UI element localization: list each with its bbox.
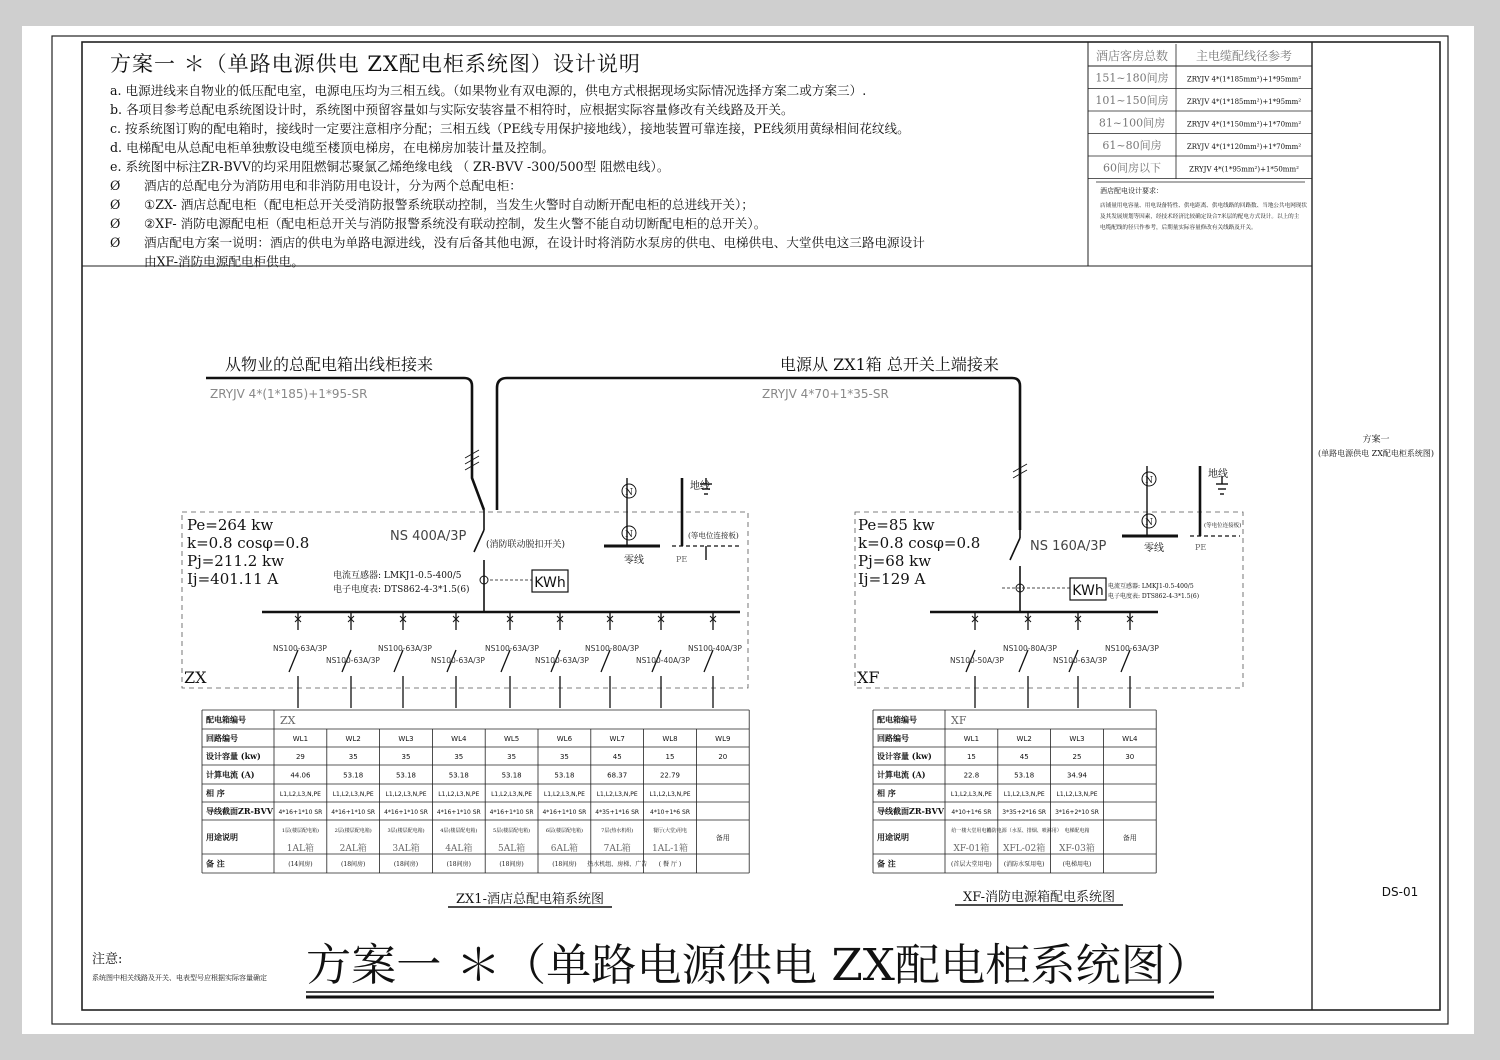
table-cell-phase: L1,L2,L3,N,PE xyxy=(279,791,321,798)
table-cell-note: (18间房) xyxy=(341,861,366,868)
xf-main-breaker: NS 160A/3P xyxy=(1030,539,1107,554)
table-row-label: 导线截面ZR-BVV xyxy=(877,806,944,816)
cable-reference-table xyxy=(1088,44,1312,231)
table-cell-phase: L1,L2,L3,N,PE xyxy=(1056,791,1098,798)
table-cell-use: 备用 xyxy=(1122,834,1137,842)
table-cell-wire: 4*16+1*10 SR xyxy=(542,809,587,816)
branch-switch xyxy=(289,650,298,672)
ref-row-cable: ZRYJV 4*(1*185mm²)+1*95mm² xyxy=(1186,98,1302,106)
ref-row-rooms: 81~100间房 xyxy=(1098,116,1166,130)
branch-switch xyxy=(1019,650,1028,672)
branch-breaker-label: NS100-80A/3P xyxy=(585,644,639,653)
description-line-text: 酒店配电方案一说明：酒店的供电为单路电源进线，没有后备其他电源，在设计时将消防水泵房的供电、电梯供电、大堂供电这三路电源设计 xyxy=(144,235,925,250)
table-cell-loops: WL2 xyxy=(1016,735,1032,743)
ref-row-rooms: 61~80间房 xyxy=(1102,139,1162,152)
ref-header-cable: 主电缆配线径参考 xyxy=(1195,49,1293,63)
table-cell-wire: 4*10+1*6 SR xyxy=(951,809,992,816)
description-line-text: 酒店的总配电分为消防用电和非消防用电设计，分为两个总配电柜： xyxy=(144,178,522,193)
zx-circuit-table xyxy=(202,710,749,873)
description-title: 方案一 ＊（单路电源供电 ZX配电柜系统图）设计说明 xyxy=(110,52,641,76)
ref-row-rooms: 101~150间房 xyxy=(1095,94,1169,107)
table-cell-wire: 4*16+1*10 SR xyxy=(436,809,481,816)
table-cell-box: 6AL箱 xyxy=(550,844,579,854)
branch-switch xyxy=(1121,650,1130,672)
table-cell-loops: WL3 xyxy=(398,735,414,743)
table-row-label: 回路编号 xyxy=(877,733,909,743)
table-cell-current: 53.18 xyxy=(343,771,364,780)
branch-breaker-label: NS100-40A/3P xyxy=(688,644,742,653)
table-cell-wire: 4*16+1*10 SR xyxy=(331,809,376,816)
ref-row-cable: ZRYJV 4*(1*120mm²)+1*70mm² xyxy=(1186,143,1302,151)
table-cell-phase: L1,L2,L3,N,PE xyxy=(491,791,533,798)
main-title: 方案一 ＊（单路电源供电 ZX配电柜系统图） xyxy=(306,940,1211,991)
xf-bond-label: (等电位连接板) xyxy=(1204,523,1242,529)
xf-meter-label: 电子电度表: DTS862-4-3*1.5(6) xyxy=(1108,593,1200,600)
zx-pe-label: PE xyxy=(676,555,688,564)
table-panel-id: ZX xyxy=(280,714,296,727)
drawing-number: DS-01 xyxy=(1381,885,1419,899)
branch-breaker-label: NS100-63A/3P xyxy=(326,656,380,665)
table-cell-box: XF-03箱 xyxy=(1059,844,1095,854)
xf-panel-id: XF xyxy=(857,668,880,687)
xf-ct-label: 电流互感器: LMKJ1-0.5-400/5 xyxy=(1108,583,1194,590)
xf-ij: Ij=129 A xyxy=(858,570,926,588)
table-cell-phase: L1,L2,L3,N,PE xyxy=(385,791,427,798)
table-cell-note: (18间房) xyxy=(499,861,524,868)
right-feeder-label: 电源从 ZX1箱 总开关上端接来 xyxy=(780,355,999,374)
branch-switch xyxy=(394,650,403,672)
table-cell-current: 53.18 xyxy=(501,771,522,780)
table-panel-id: XF xyxy=(951,714,967,727)
zx-ct-label: 电流互感器: LMKJ1-0.5-400/5 xyxy=(333,571,462,581)
table-cell-note: (消防水泵用电) xyxy=(1003,861,1045,868)
table-cell-note: (18间房) xyxy=(393,861,419,868)
xf-n-label-1: N xyxy=(1145,476,1153,486)
table-cell-capacity: 35 xyxy=(401,753,411,761)
table-cell-use: 4层(楼层配电箱) xyxy=(440,828,478,834)
table-row-label: 配电箱编号 xyxy=(206,714,246,725)
branch-switch xyxy=(501,650,510,672)
table-row-label: 计算电流 (A) xyxy=(877,769,926,780)
description-line-text: e. 系统图中标注ZR-BVV的均采用阻燃铜芯聚氯乙烯绝缘电线 （ ZR-BVV -300/500型 阻燃电线）。 xyxy=(110,159,670,174)
table-cell-wire: 4*10+1*6 SR xyxy=(650,809,690,816)
table-cell-phase: L1,L2,L3,N,PE xyxy=(438,791,480,798)
xf-n-label-2: N xyxy=(1145,518,1153,528)
table-cell-loops: WL2 xyxy=(345,735,361,743)
xf-panel xyxy=(855,466,1243,708)
description-line-text: b. 各项目参考总配电系统图设计时，系统图中预留容量如与实际安装容量不相符时，应根据实际容量修改有关线路及开关。 xyxy=(110,102,794,117)
table-cell-current: 53.18 xyxy=(1014,771,1035,780)
zx-caption: ZX1-酒店总配电箱系统图 xyxy=(456,892,604,907)
table-cell-use: 7层(热水机组) xyxy=(601,828,634,834)
table-cell-phase: L1,L2,L3,N,PE xyxy=(649,791,691,798)
ref-note-title: 酒店配电设计要求： xyxy=(1100,187,1163,195)
table-row-label: 用途说明 xyxy=(206,832,238,842)
table-cell-capacity: 29 xyxy=(295,753,305,761)
ref-row-rooms: 151~180间房 xyxy=(1095,71,1169,85)
zx-panel-id: ZX xyxy=(184,668,207,687)
table-cell-current: 53.18 xyxy=(395,771,417,780)
description-line-text: c. 按系统图订购的配电箱时，接线时一定要注意相序分配；三相五线（PE线专用保护接地线），接地装置可靠连接，PE线须用黄绿相间花纹线。 xyxy=(110,121,910,136)
table-cell-use: 1层(楼层配电箱) xyxy=(281,828,319,834)
table-row-label: 计算电流 (A) xyxy=(206,769,255,780)
zx-bond-label: (等电位连接板) xyxy=(688,531,739,540)
table-cell-current: 44.06 xyxy=(290,771,311,780)
table-cell-note: (首层大堂用电) xyxy=(951,861,992,868)
table-cell-phase: L1,L2,L3,N,PE xyxy=(950,791,992,798)
description-line-text: a. 电源进线来自物业的低压配电室，电源电压均为三相五线。（如果物业有双电源的，供电方式根据现场实际情况选择方案二或方案三）. xyxy=(110,83,867,98)
table-cell-use: 电梯配电箱 xyxy=(1064,828,1090,834)
zx-main-switch xyxy=(474,530,484,552)
table-row-label: 设计容量 (kw) xyxy=(877,751,932,761)
table-cell-box: 2AL箱 xyxy=(339,844,367,854)
table-cell-loops: WL8 xyxy=(662,735,678,743)
bullet-marker: Ø xyxy=(110,197,121,212)
table-cell-box: 4AL箱 xyxy=(445,844,473,854)
table-cell-capacity: 45 xyxy=(612,753,622,761)
table-row-label: 备 注 xyxy=(877,858,896,869)
xf-main-switch xyxy=(1010,538,1020,560)
zx-ij: Ij=401.11 A xyxy=(187,570,279,588)
bullet-marker: Ø xyxy=(110,178,121,193)
zx-kwh: KWh xyxy=(534,575,566,591)
zx-panel xyxy=(182,478,748,708)
zx-pe: Pe=264 kw xyxy=(187,516,274,534)
table-row-label: 相 序 xyxy=(877,788,896,798)
table-cell-capacity: 20 xyxy=(718,753,728,761)
right-feeder-cable: ZRYJV 4*70+1*35-SR xyxy=(762,387,889,401)
xf-branch-circuits xyxy=(950,612,1159,708)
branch-breaker-label: NS100-63A/3P xyxy=(1053,656,1107,665)
table-cell-use: 6层(楼层配电箱) xyxy=(545,828,583,834)
table-cell-box: 5AL箱 xyxy=(497,844,526,854)
table-cell-loops: WL6 xyxy=(556,735,573,743)
table-cell-phase: L1,L2,L3,N,PE xyxy=(332,791,374,798)
cable-slashes xyxy=(465,450,1027,478)
table-cell-capacity: 35 xyxy=(454,753,464,761)
table-cell-loops: WL5 xyxy=(503,735,520,743)
table-cell-note: 热水机组、房梯、广告 xyxy=(587,861,648,868)
left-feeder-label: 从物业的总配电箱出线柜接来 xyxy=(225,355,434,374)
branch-switch xyxy=(601,650,610,672)
zx-n-label-2: N xyxy=(625,530,633,540)
zx-linkage-label: (消防联动脱扣开关) xyxy=(486,540,566,550)
table-cell-capacity: 35 xyxy=(348,753,358,761)
ref-row-cable: ZRYJV 4*(1*95mm²)+1*50mm² xyxy=(1189,165,1299,174)
table-cell-wire: 3*16+2*10 SR xyxy=(1055,809,1099,816)
zx-k: k=0.8 cosφ=0.8 xyxy=(187,534,310,552)
note-text: 系统图中相关线路及开关、电表型号应根据实际容量确定 xyxy=(92,974,267,982)
description-line-text: ②XF- 消防电源配电柜（配电柜总开关与消防报警系统没有联动控制，发生火警不能自动切断配电柜的总开关）。 xyxy=(144,216,767,231)
table-cell-capacity: 30 xyxy=(1125,753,1135,761)
side-title-1: 方案一 xyxy=(1362,435,1390,445)
table-cell-capacity: 15 xyxy=(665,753,675,761)
bullet-marker: Ø xyxy=(110,235,121,250)
table-cell-note: (18间房) xyxy=(446,861,471,868)
xf-ground-label: 地线 xyxy=(1208,469,1228,480)
ref-header-rooms: 酒店客房总数 xyxy=(1095,49,1169,63)
table-cell-loops: WL7 xyxy=(609,735,625,743)
ref-note-line: 及其发展规划等因素，经技术经济比较确定设合7米层的配电方式设计。以上的主 xyxy=(1100,214,1300,220)
zx-meter-label: 电子电度表: DTS862-4-3*1.5(6) xyxy=(333,585,470,595)
table-cell-wire: 4*16+1*10 SR xyxy=(278,809,323,816)
table-row-label: 回路编号 xyxy=(206,733,238,743)
xf-pe-label: PE xyxy=(1195,543,1207,552)
ref-row-rooms: 60间房以下 xyxy=(1103,161,1161,175)
table-cell-use: 消防电源（水泵、排烟、喷淋用） xyxy=(986,828,1062,834)
ref-row-cable: ZRYJV 4*(1*185mm²)+1*95mm² xyxy=(1186,75,1302,84)
branch-breaker-label: NS100-63A/3P xyxy=(535,656,589,665)
table-cell-use: 餐厅(大堂)用电 xyxy=(653,828,687,834)
table-cell-phase: L1,L2,L3,N,PE xyxy=(1003,791,1045,798)
table-cell-current: 34.94 xyxy=(1066,771,1088,780)
table-cell-capacity: 35 xyxy=(507,753,517,761)
table-cell-wire: 4*16+1*10 SR xyxy=(489,809,534,816)
table-cell-use: 给一楼大堂用电箱 xyxy=(951,828,992,834)
table-cell-current: 53.18 xyxy=(448,771,469,780)
table-cell-capacity: 25 xyxy=(1072,753,1082,761)
table-cell-loops: WL1 xyxy=(292,735,309,743)
table-cell-loops: WL3 xyxy=(1069,735,1085,743)
xf-caption: XF-消防电源箱配电系统图 xyxy=(962,890,1116,905)
zx-branch-circuits xyxy=(273,612,742,708)
table-row-label: 导线截面ZR-BVV xyxy=(206,806,273,816)
xf-circuit-table xyxy=(873,710,1156,873)
table-cell-note: (14间房) xyxy=(288,861,313,868)
table-cell-capacity: 45 xyxy=(1019,753,1029,761)
description-line-text: ①ZX- 酒店总配电柜（配电柜总开关受消防报警系统联动控制，当发生火警时自动断开配电柜的总进线开关）； xyxy=(144,197,754,212)
ref-note-line: 电缆配线的径只作参考，后期量实际容量修改有关线路及开关。 xyxy=(1100,225,1257,231)
table-cell-phase: L1,L2,L3,N,PE xyxy=(543,791,585,798)
zx-ground-label: 地线 xyxy=(690,481,710,492)
table-cell-use: 备用 xyxy=(715,834,730,842)
table-row-label: 相 序 xyxy=(206,788,225,798)
description-line-text: 由XF-消防电源配电柜供电。 xyxy=(144,254,304,269)
left-feeder-cable: ZRYJV 4*(1*185)+1*95-SR xyxy=(210,387,368,401)
table-row-label: 备 注 xyxy=(206,858,225,869)
table-cell-box: 3AL箱 xyxy=(392,844,420,854)
table-cell-current: 22.79 xyxy=(659,771,681,780)
table-cell-use: 3层(楼层配电箱) xyxy=(387,828,425,834)
xf-k: k=0.8 cosφ=0.8 xyxy=(858,534,981,552)
table-cell-loops: WL9 xyxy=(715,735,731,743)
table-cell-loops: WL4 xyxy=(451,735,467,743)
table-row-label: 设计容量 (kw) xyxy=(206,751,261,761)
table-cell-note: ( 餐 厅 ) xyxy=(658,861,682,868)
zx-n-label-1: N xyxy=(625,488,633,498)
table-cell-capacity: 35 xyxy=(559,753,569,761)
table-cell-wire: 4*35+1*16 SR xyxy=(595,809,640,816)
ref-note-line: 店铺量用电容量、用电设备特性、供电距离、供电线路的回路数、当地公共电网现状 xyxy=(1100,203,1307,209)
branch-breaker-label: NS100-63A/3P xyxy=(485,644,539,653)
ref-row-cable: ZRYJV 4*(1*150mm²)+1*70mm² xyxy=(1186,120,1302,129)
zx-main-breaker: NS 400A/3P xyxy=(390,529,467,544)
branch-breaker-label: NS100-50A/3P xyxy=(950,656,1004,665)
branch-breaker-label: NS100-63A/3P xyxy=(1105,644,1159,653)
table-cell-use: 2层(楼层配电箱) xyxy=(334,828,372,834)
table-cell-loops: WL1 xyxy=(963,735,980,743)
note-title: 注意: xyxy=(92,952,123,967)
table-cell-box: XF-01箱 xyxy=(953,844,990,854)
branch-breaker-label: NS100-40A/3P xyxy=(636,656,690,665)
table-cell-wire: 4*16+1*10 SR xyxy=(384,809,428,816)
branch-breaker-label: NS100-63A/3P xyxy=(378,644,432,653)
table-cell-current: 22.8 xyxy=(963,771,980,780)
table-cell-note: (电梯用电) xyxy=(1062,861,1092,868)
table-cell-loops: WL4 xyxy=(1122,735,1138,743)
table-cell-wire: 3*35+2*16 SR xyxy=(1002,809,1047,816)
table-cell-current: 68.37 xyxy=(607,771,628,780)
xf-neutral-label: 零线 xyxy=(1144,543,1164,554)
side-title-2: (单路电源供电 ZX配电柜系统图) xyxy=(1317,449,1435,458)
table-cell-note: (18间房) xyxy=(552,861,577,868)
zx-pj: Pj=211.2 kw xyxy=(187,552,284,570)
zx-neutral-label: 零线 xyxy=(624,555,644,566)
branch-breaker-label: NS100-80A/3P xyxy=(1003,644,1057,653)
table-cell-use: 5层(楼层配电箱) xyxy=(493,828,531,834)
table-cell-box: 1AL箱 xyxy=(286,844,315,854)
table-cell-capacity: 15 xyxy=(966,753,976,761)
table-cell-box: XFL-02箱 xyxy=(1003,844,1046,854)
branch-breaker-label: NS100-63A/3P xyxy=(273,644,327,653)
xf-pj: Pj=68 kw xyxy=(858,552,932,570)
table-cell-box: 1AL-1箱 xyxy=(652,844,688,854)
bullet-marker: Ø xyxy=(110,216,121,231)
table-cell-current: 53.18 xyxy=(554,771,575,780)
table-row-label: 用途说明 xyxy=(877,832,909,842)
xf-kwh: KWh xyxy=(1072,583,1104,599)
branch-switch xyxy=(704,650,713,672)
description-line-text: d. 电梯配电从总配电柜单独敷设电缆至楼顶电梯房，在电梯房加装计量及控制。 xyxy=(110,140,555,155)
table-cell-box: 7AL箱 xyxy=(603,844,631,854)
table-cell-phase: L1,L2,L3,N,PE xyxy=(596,791,638,798)
xf-pe: Pe=85 kw xyxy=(858,516,935,534)
table-row-label: 配电箱编号 xyxy=(877,714,917,725)
branch-breaker-label: NS100-63A/3P xyxy=(431,656,485,665)
